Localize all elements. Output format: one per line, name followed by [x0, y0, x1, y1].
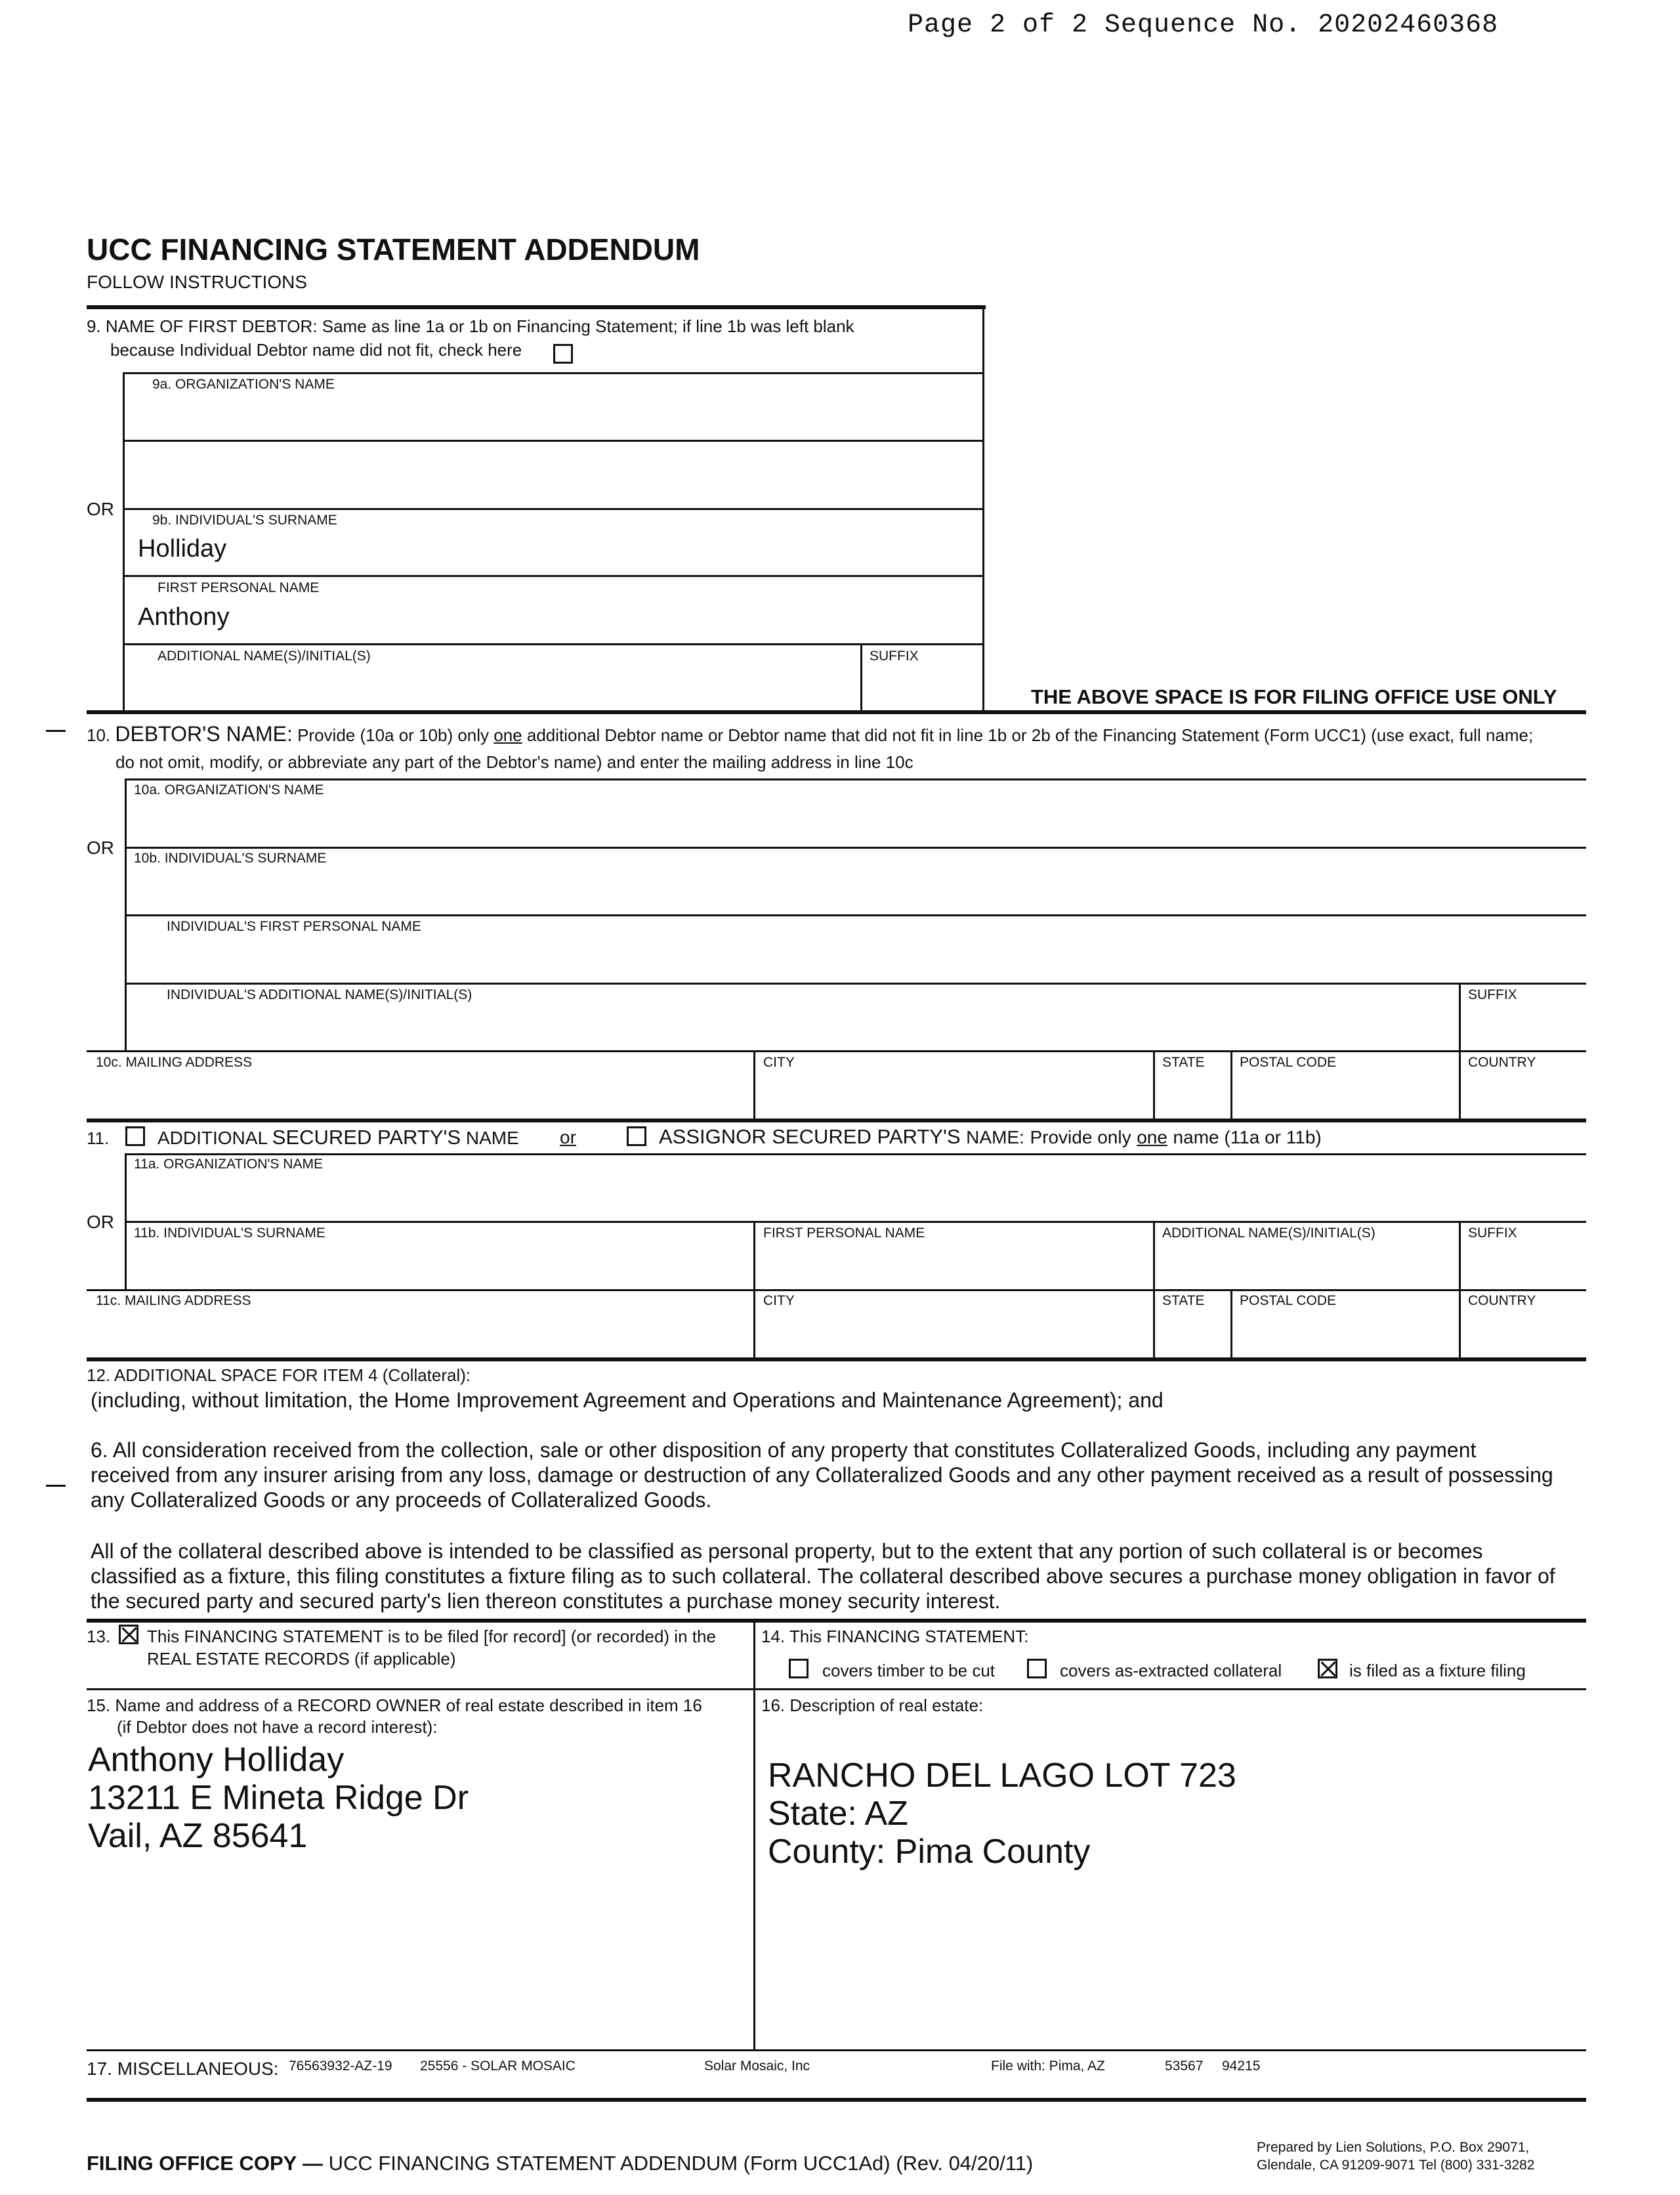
footer-form-name: UCC FINANCING STATEMENT ADDENDUM (Form UCC1Ad) (Rev. 04/20/11) [328, 2152, 1034, 2175]
item11b-suffix-divider [1459, 1221, 1461, 1289]
item10-heading-2: do not omit, modify, or abbreviate any part of the Debtor's name) and enter the mailing address in line 10c [116, 752, 914, 772]
item9a-label: 9a. ORGANIZATION'S NAME [152, 377, 335, 392]
item10c-postal-divider [1230, 1050, 1232, 1119]
item17-reference: 76563932-AZ-19 [289, 2058, 392, 2074]
item11b-first-label: FIRST PERSONAL NAME [763, 1225, 925, 1241]
item9-heading: 9. NAME OF FIRST DEBTOR: Same as line 1a or 1b on Financing Statement; if line 1b was left blank [87, 316, 854, 336]
item10-num: 10. [87, 725, 111, 745]
item11a-label: 11a. ORGANIZATION'S NAME [134, 1157, 323, 1172]
item9-additional-label: ADDITIONAL NAME(S)/INITIAL(S) [158, 649, 371, 664]
item9-first-label: FIRST PERSONAL NAME [158, 580, 320, 595]
item9b-top [123, 508, 982, 510]
page-sequence-header: Page 2 of 2 Sequence No. 20202460368 [908, 11, 1499, 40]
real-estate-records-checkbox[interactable] [119, 1625, 138, 1644]
item13-num: 13. [87, 1627, 111, 1646]
item9-additional-top [123, 643, 982, 645]
item11-or-word: or [560, 1127, 576, 1147]
item11-provide-b: name (11a or 11b) [1173, 1127, 1322, 1147]
item10-first-top [125, 914, 1586, 916]
item17-number-1: 53567 [1165, 2058, 1204, 2074]
item10b-label: 10b. INDIVIDUAL'S SURNAME [134, 851, 327, 866]
item11c-top [87, 1289, 1586, 1291]
item10c-city-label: CITY [763, 1055, 795, 1070]
item11c-city-divider [753, 1289, 755, 1357]
additional-secured-party-checkbox[interactable] [125, 1126, 145, 1146]
item17-number-2: 94215 [1222, 2058, 1261, 2074]
section-13-top-rule [87, 1619, 1586, 1623]
item11-or: OR [87, 1212, 114, 1232]
section-9-top-rule [87, 305, 986, 309]
item11c-city-label: CITY [763, 1293, 795, 1308]
item12-label: 12. ADDITIONAL SPACE FOR ITEM 4 (Collateral): [87, 1365, 471, 1385]
real-estate-lot: RANCHO DEL LAGO LOT 723 [768, 1757, 1236, 1795]
item11b-first-divider [753, 1221, 755, 1289]
item10-or: OR [87, 838, 114, 858]
item11c-label: 11c. MAILING ADDRESS [96, 1293, 251, 1308]
section-9-right-border [982, 305, 984, 712]
item10-additional-top [125, 983, 1586, 985]
item15-label-b: (if Debtor does not have a record interest): [117, 1717, 438, 1737]
footer-dash: — [302, 2152, 323, 2175]
item11b-additional-label: ADDITIONAL NAME(S)/INITIAL(S) [1162, 1225, 1376, 1241]
item11-assignor-label [659, 1125, 1322, 1149]
item10c-country-label: COUNTRY [1468, 1055, 1536, 1070]
footer-top-rule [87, 2098, 1586, 2102]
item16-label: 16. Description of real estate: [761, 1695, 984, 1715]
section-17-top-rule [87, 2049, 1586, 2051]
item12-paragraph-2: 6. All consideration received from the collection, sale or other disposition of any property that constitutes Collateralized Goods, including any payment received from any insurer arising from any loss, damage or destruction of any Collateralized Goods and any other payment received as a result of possessing any Collateralized Goods or any proceeds of Collateralized Goods. [91, 1438, 1553, 1512]
item11b-top [125, 1221, 1586, 1223]
item11-additional-label [158, 1126, 519, 1149]
item10-first-label: INDIVIDUAL'S FIRST PERSONAL NAME [167, 919, 421, 934]
real-estate-county: County: Pima County [768, 1833, 1091, 1871]
item13-text-b: REAL ESTATE RECORDS (if applicable) [147, 1649, 456, 1669]
item10-heading [87, 722, 1533, 746]
item13-text-a: This FINANCING STATEMENT is to be filed [for record] (or recorded) in the [147, 1627, 716, 1646]
item10c-postal-label: POSTAL CODE [1240, 1055, 1337, 1070]
item17-file-with: File with: Pima, AZ [991, 2058, 1105, 2074]
section-11-top-rule [87, 1119, 1586, 1122]
item10b-top [125, 847, 1586, 849]
record-owner-name: Anthony Holliday [88, 1741, 345, 1779]
item9-suffix-divider [860, 643, 862, 712]
record-owner-city-state-zip: Vail, AZ 85641 [88, 1817, 308, 1855]
filing-office-note: THE ABOVE SPACE IS FOR FILING OFFICE USE ONLY [1031, 685, 1557, 708]
record-owner-street: 13211 E Mineta Ridge Dr [88, 1779, 469, 1817]
item11c-state-divider [1153, 1289, 1155, 1357]
item11-additional-c: NAME [465, 1128, 519, 1148]
item10a-label: 10a. ORGANIZATION'S NAME [134, 782, 324, 798]
item11-assignor-b: NAME: [966, 1127, 1024, 1147]
timber-checkbox[interactable] [789, 1659, 808, 1678]
section-12-top-rule [87, 1357, 1586, 1361]
item10-heading-a: Provide (10a or 10b) only [297, 725, 490, 745]
item9a-top [123, 372, 982, 374]
item11-additional-b: SECURED PARTY'S [272, 1126, 461, 1149]
item9-first-top [123, 575, 982, 577]
margin-mark [46, 730, 66, 732]
item10c-label: 10c. MAILING ADDRESS [96, 1055, 253, 1070]
prepared-by-line-2: Glendale, CA 91209-9071 Tel (800) 331-3282 [1257, 2158, 1535, 2173]
item11-num: 11. [87, 1128, 110, 1148]
item9b-label: 9b. INDIVIDUAL'S SURNAME [152, 513, 337, 528]
item17-company: Solar Mosaic, Inc [704, 2058, 810, 2074]
item9-heading-2: because Individual Debtor name did not fit, check here [110, 340, 522, 360]
item11b-additional-divider [1153, 1221, 1155, 1289]
item10-heading-one: one [494, 725, 522, 745]
item11-provide-a: Provide only [1030, 1127, 1131, 1147]
form-title: UCC FINANCING STATEMENT ADDENDUM [87, 232, 700, 266]
item10-additional-label: INDIVIDUAL'S ADDITIONAL NAME(S)/INITIAL(S) [167, 987, 472, 1002]
item10-suffix-divider [1459, 983, 1461, 1050]
item17-label: 17. MISCELLANEOUS: [87, 2058, 279, 2079]
item11c-postal-divider [1230, 1289, 1232, 1357]
section-15-top-rule [87, 1688, 1586, 1690]
fixture-filing-checkbox[interactable] [1318, 1659, 1337, 1678]
item10c-state-label: STATE [1162, 1055, 1205, 1070]
margin-mark [46, 1485, 66, 1487]
item9-suffix-label: SUFFIX [870, 649, 919, 664]
item15-label-a: 15. Name and address of a RECORD OWNER of real estate described in item 16 [87, 1695, 702, 1715]
item12-paragraph-1: (including, without limitation, the Home Improvement Agreement and Operations and Maintenance Agreement); and [91, 1388, 1164, 1412]
item14-label: 14. This FINANCING STATEMENT: [761, 1627, 1029, 1646]
item9-left-border [123, 372, 125, 712]
item9a-bottom [123, 440, 982, 442]
item11c-postal-label: POSTAL CODE [1240, 1293, 1337, 1308]
item9-first-name: Anthony [138, 603, 230, 631]
item9b-surname: Holliday [138, 535, 227, 563]
item11c-state-label: STATE [1162, 1293, 1205, 1308]
section-13-16-center-divider [753, 1619, 755, 2049]
item9-checkbox[interactable] [553, 344, 573, 364]
item11-assignor-a: ASSIGNOR SECURED PARTY'S [659, 1125, 961, 1148]
item10c-country-divider [1459, 1050, 1461, 1119]
filing-office-copy: FILING OFFICE COPY [87, 2152, 297, 2175]
footer-form-line [87, 2152, 1033, 2175]
item10-debtors-name: DEBTOR'S NAME: [115, 722, 293, 746]
item11c-country-divider [1459, 1289, 1461, 1357]
real-estate-state: State: AZ [768, 1795, 908, 1833]
as-extracted-checkbox[interactable] [1027, 1659, 1047, 1678]
item10c-top [87, 1050, 1586, 1052]
item11b-suffix-label: SUFFIX [1468, 1225, 1517, 1241]
item14-extracted: covers as-extracted collateral [1060, 1661, 1282, 1680]
item12-paragraph-3: All of the collateral described above is intended to be classified as personal property, but to the extent that any portion of such collateral is or becomes classified as a fixture, this filing constitutes a fixture filing as to such collateral. The collateral described above secures a purchase money obligation in favor of the secured party and secured party's lien thereon constitutes a purchase money security interest. [91, 1539, 1555, 1613]
item10c-state-divider [1153, 1050, 1155, 1119]
item10c-city-divider [753, 1050, 755, 1119]
prepared-by-line-1: Prepared by Lien Solutions, P.O. Box 29071, [1257, 2140, 1530, 2155]
item11b-label: 11b. INDIVIDUAL'S SURNAME [134, 1225, 326, 1241]
follow-instructions: FOLLOW INSTRUCTIONS [87, 272, 308, 292]
item11-provide-one: one [1137, 1127, 1167, 1147]
item10a-top [125, 778, 1586, 780]
item17-code: 25556 - SOLAR MOSAIC [420, 2058, 576, 2074]
section-10-top-rule [87, 710, 1586, 714]
item14-timber: covers timber to be cut [822, 1661, 995, 1680]
item10-heading-b: additional Debtor name or Debtor name that did not fit in line 1b or 2b of the Financing Statement (Form UCC1) (use exact, full name; [526, 725, 1534, 745]
item11-additional-a: ADDITIONAL [158, 1128, 267, 1148]
assignor-secured-party-checkbox[interactable] [627, 1126, 646, 1146]
item11a-top [125, 1153, 1586, 1155]
item9-or: OR [87, 499, 114, 519]
item14-fixture: is filed as a fixture filing [1349, 1661, 1526, 1680]
item11c-country-label: COUNTRY [1468, 1293, 1536, 1308]
item10-suffix-label: SUFFIX [1468, 987, 1517, 1002]
